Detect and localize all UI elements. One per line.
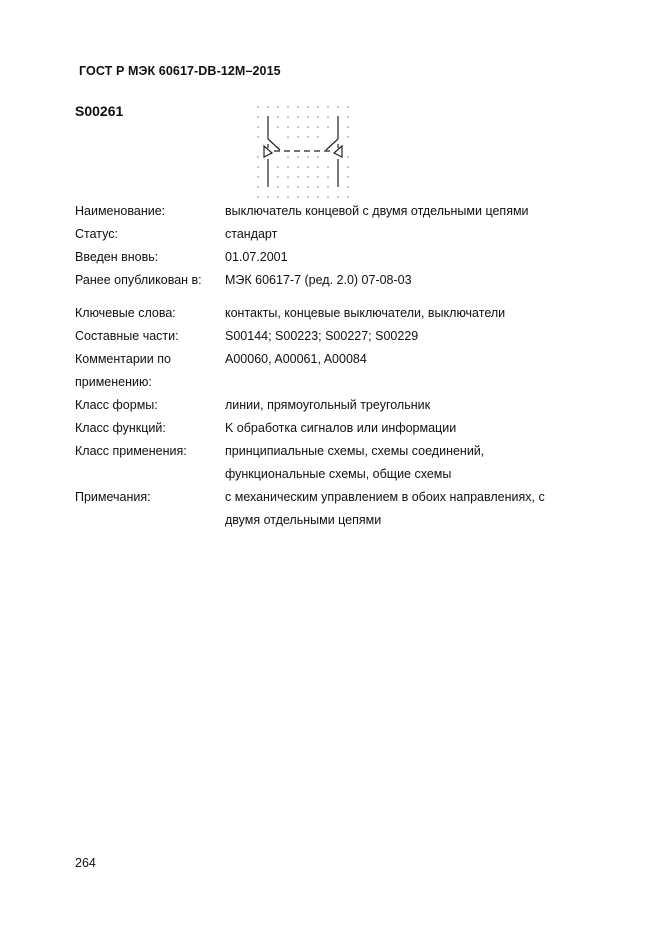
document-header: ГОСТ Р МЭК 60617-DB-12M–2015	[79, 64, 281, 78]
field-value: МЭК 60617-7 (ред. 2.0) 07-08-03	[225, 273, 412, 287]
limit-switch-symbol-icon	[252, 101, 356, 203]
field-value: K обработка сигналов или информации	[225, 421, 457, 435]
field-value: S00144; S00223; S00227; S00229	[225, 329, 419, 343]
field-value: с механическим управлением в обоих направлениях, с	[225, 490, 545, 504]
field-value: стандарт	[225, 227, 278, 241]
field-label: Класс функций:	[75, 421, 166, 435]
field-label: Наименование:	[75, 204, 166, 218]
field-label: Ранее опубликован в:	[75, 273, 202, 287]
field-label: Статус:	[75, 227, 118, 241]
field-label: Класс формы:	[75, 398, 158, 412]
field-value: контакты, концевые выключатели, выключатели	[225, 306, 506, 320]
field-value: A00060, A00061, A00084	[225, 352, 367, 366]
field-label: Составные части:	[75, 329, 179, 343]
field-value: 01.07.2001	[225, 250, 288, 264]
field-label: Комментарии по	[75, 352, 171, 366]
field-value: принципиальные схемы, схемы соединений,	[225, 444, 485, 458]
field-label: Введен вновь:	[75, 250, 159, 264]
field-label: Ключевые слова:	[75, 306, 176, 320]
field-label: Примечания:	[75, 490, 151, 504]
field-label: Класс применения:	[75, 444, 187, 458]
symbol-code: S00261	[75, 103, 124, 119]
field-value: выключатель концевой с двумя отдельными цепями	[225, 204, 529, 218]
field-value: линии, прямоугольный треугольник	[225, 398, 431, 412]
field-label: применению:	[75, 375, 152, 389]
page-number: 264	[75, 856, 96, 870]
field-value: двумя отдельными цепями	[225, 513, 382, 527]
field-value: функциональные схемы, общие схемы	[225, 467, 452, 481]
